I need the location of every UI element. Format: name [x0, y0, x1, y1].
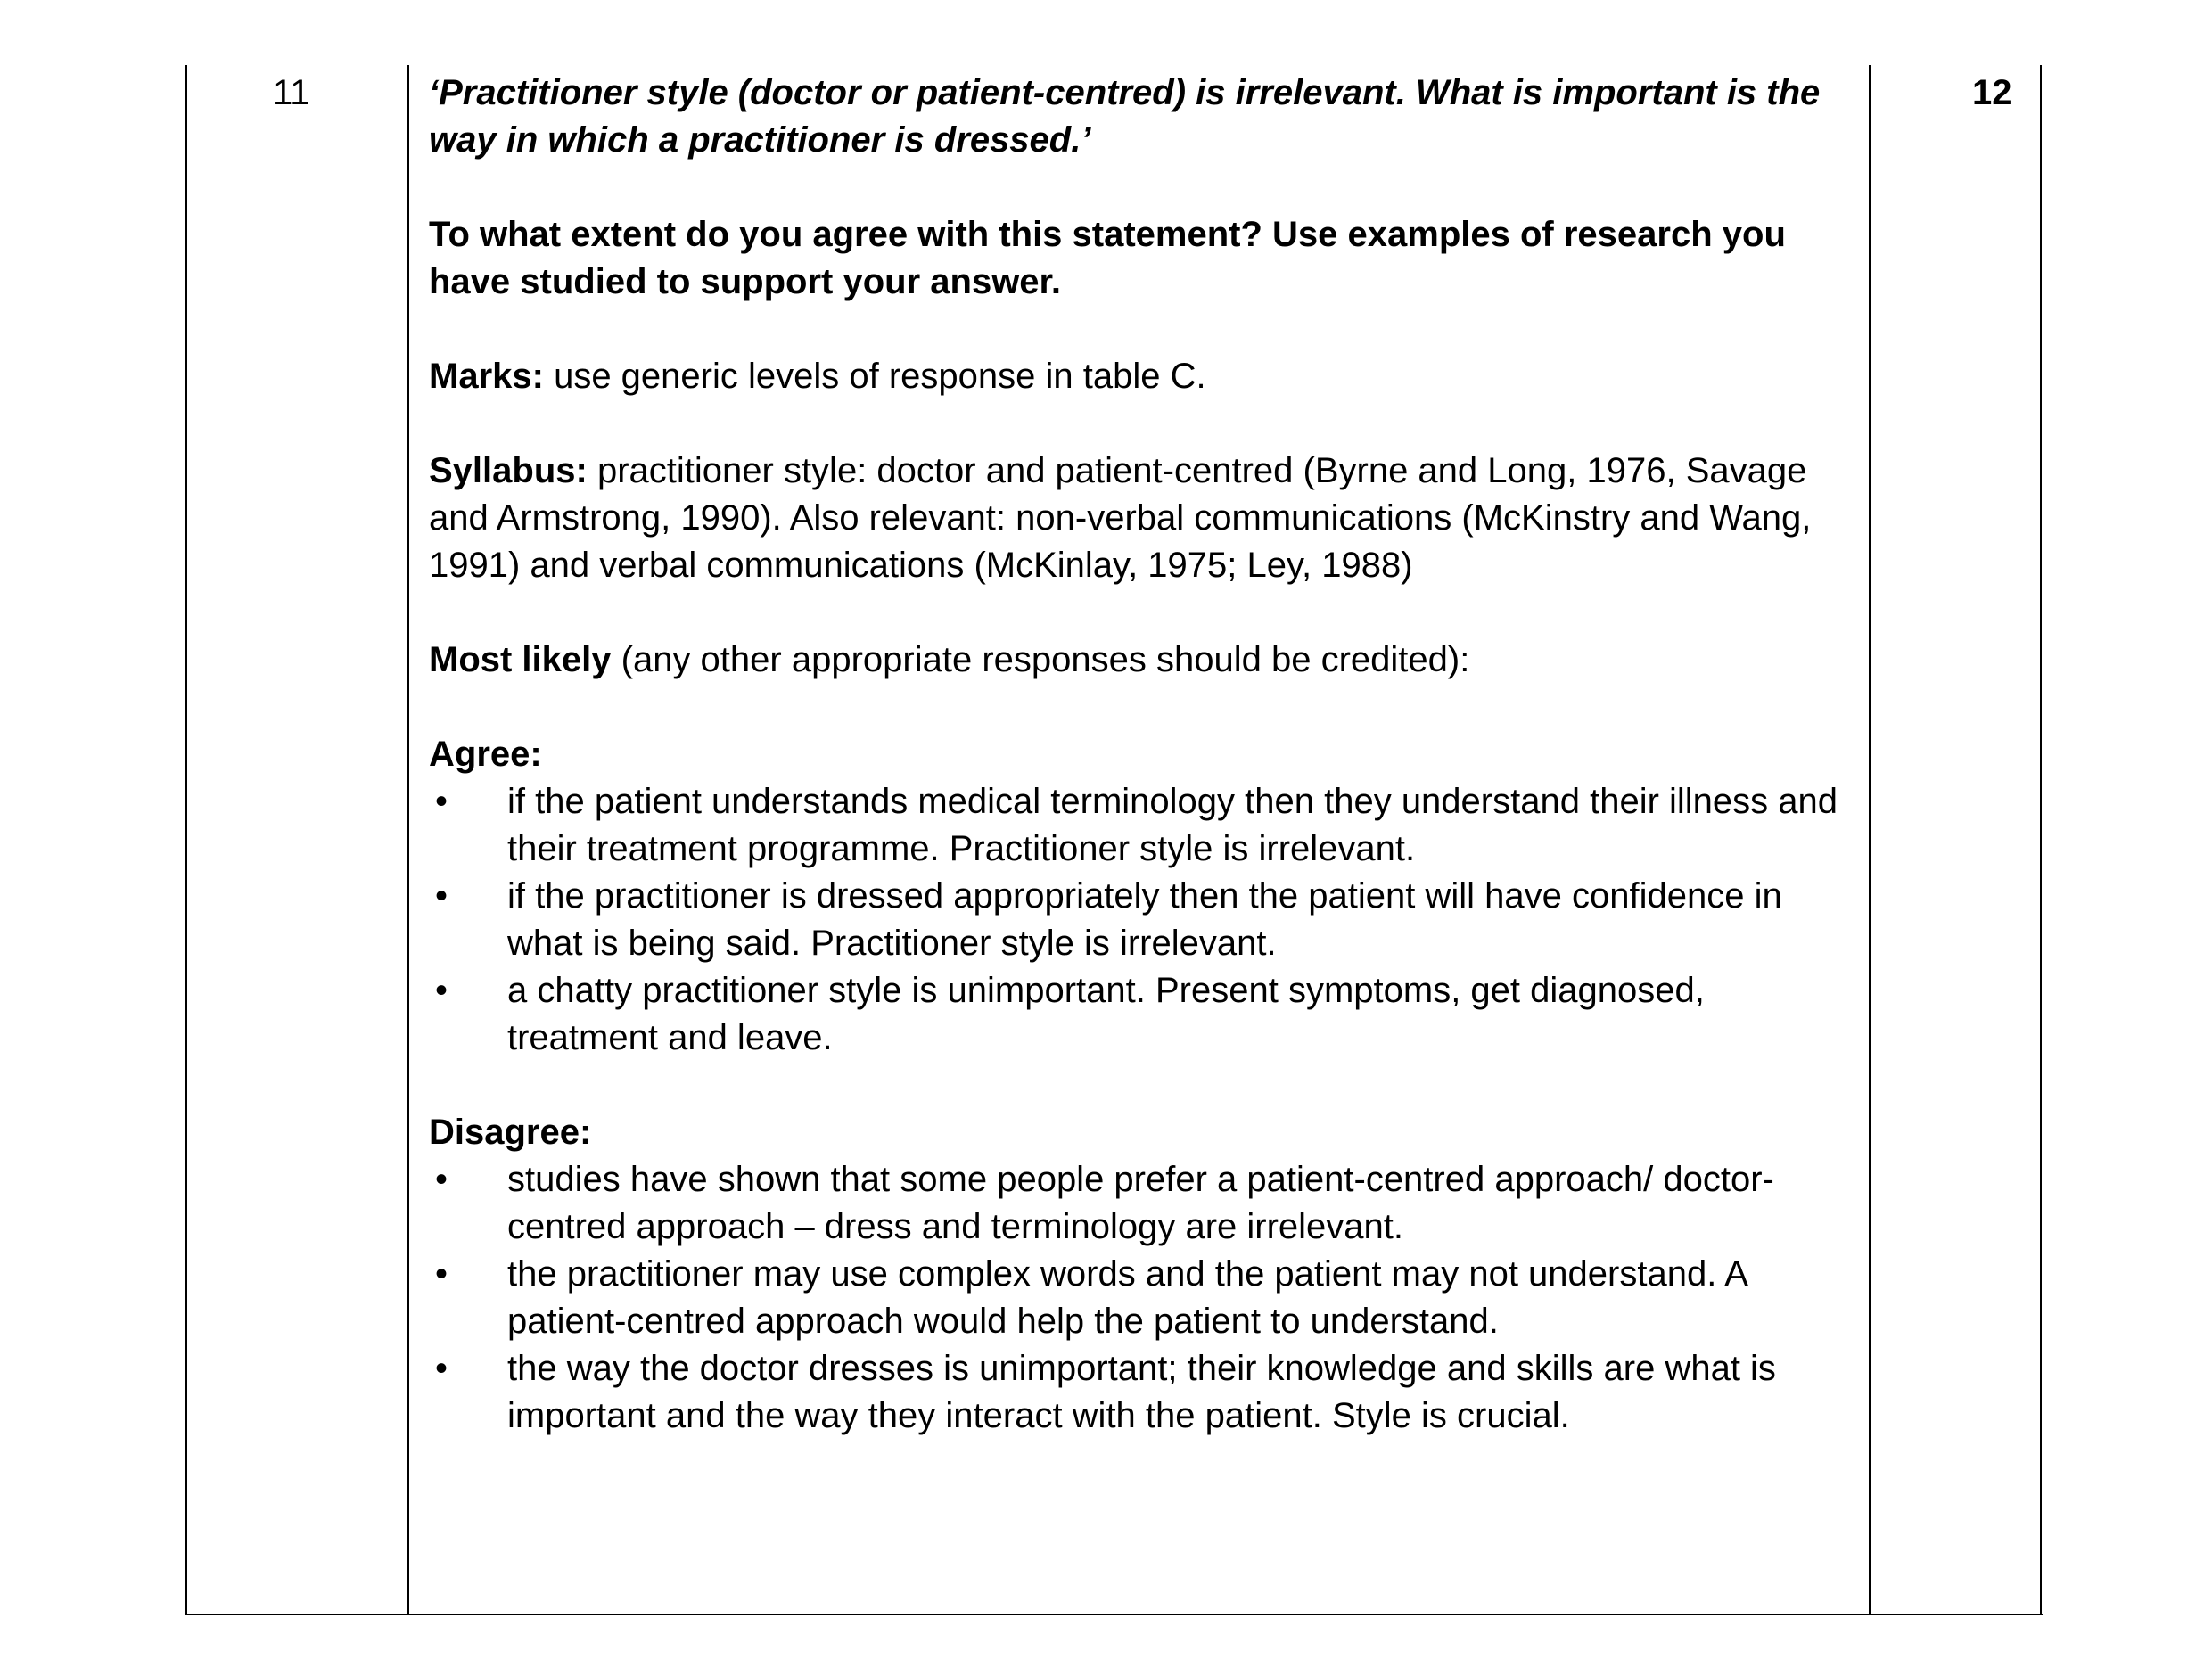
most-likely-label: Most likely [429, 640, 612, 679]
bullet-icon: • [435, 1160, 448, 1199]
most-likely-note [429, 637, 1855, 684]
list-item: • the way the doctor dresses is unimportant; their knowledge and skills are what is important and the way they interact with the patient. Style is crucial. [429, 1345, 1855, 1440]
agree-list [429, 778, 1855, 1062]
question-number: 11 [273, 73, 310, 112]
list-item: • a chatty practitioner style is unimportant. Present symptoms, get diagnosed, treatment and leave. [429, 967, 1855, 1062]
syllabus-text: practitioner style: doctor and patient-centred (Byrne and Long, 1976, Savage and Armstrong, 1990). Also relevant: non-verbal communications (McKinstry and Wang, 1991) and verbal communications (McKinlay, 1975; Ley, 1988) [429, 451, 1812, 585]
list-item: • studies have shown that some people prefer a patient-centred approach/ doctor-centred approach – dress and terminology are irrelevant. [429, 1156, 1855, 1251]
bullet-icon: • [435, 971, 448, 1010]
disagree-list [429, 1156, 1855, 1440]
syllabus-label: Syllabus: [429, 451, 588, 490]
answer-content [429, 70, 1855, 1440]
bullet-icon: • [435, 782, 448, 821]
question-prompt: To what extent do you agree with this statement? Use examples of research you have studied to support your answer. [429, 215, 1786, 301]
list-item: • the practitioner may use complex words and the patient may not understand. A patient-centred approach would help the patient to understand. [429, 1251, 1855, 1345]
marks-note [429, 353, 1855, 400]
most-likely-text: (any other appropriate responses should be credited): [611, 640, 1470, 679]
table-divider-marks [1869, 65, 1871, 1615]
table-border-left [185, 65, 187, 1615]
list-item: • if the practitioner is dressed appropriately then the patient will have confidence in what is being said. Practitioner style is irrelevant. [429, 873, 1855, 967]
marks-note-label: Marks: [429, 357, 544, 396]
table-border-bottom [185, 1614, 2043, 1615]
question-quote: ‘Practitioner style (doctor or patient-centred) is irrelevant. What is important is the way in which a practitioner is dressed.’ [429, 73, 1821, 160]
table-divider-question [407, 65, 409, 1615]
disagree-heading: Disagree: [429, 1113, 592, 1152]
bullet-icon: • [435, 876, 448, 916]
question-marks: 12 [1972, 73, 2012, 112]
syllabus-note [429, 448, 1855, 589]
bullet-icon: • [435, 1349, 448, 1388]
agree-heading: Agree: [429, 735, 542, 774]
list-item: • if the patient understands medical terminology then they understand their illness and their treatment programme. Practitioner style is irrelevant. [429, 778, 1855, 873]
table-border-right [2040, 65, 2042, 1615]
marks-note-text: use generic levels of response in table C. [543, 357, 1206, 396]
bullet-icon: • [435, 1254, 448, 1294]
